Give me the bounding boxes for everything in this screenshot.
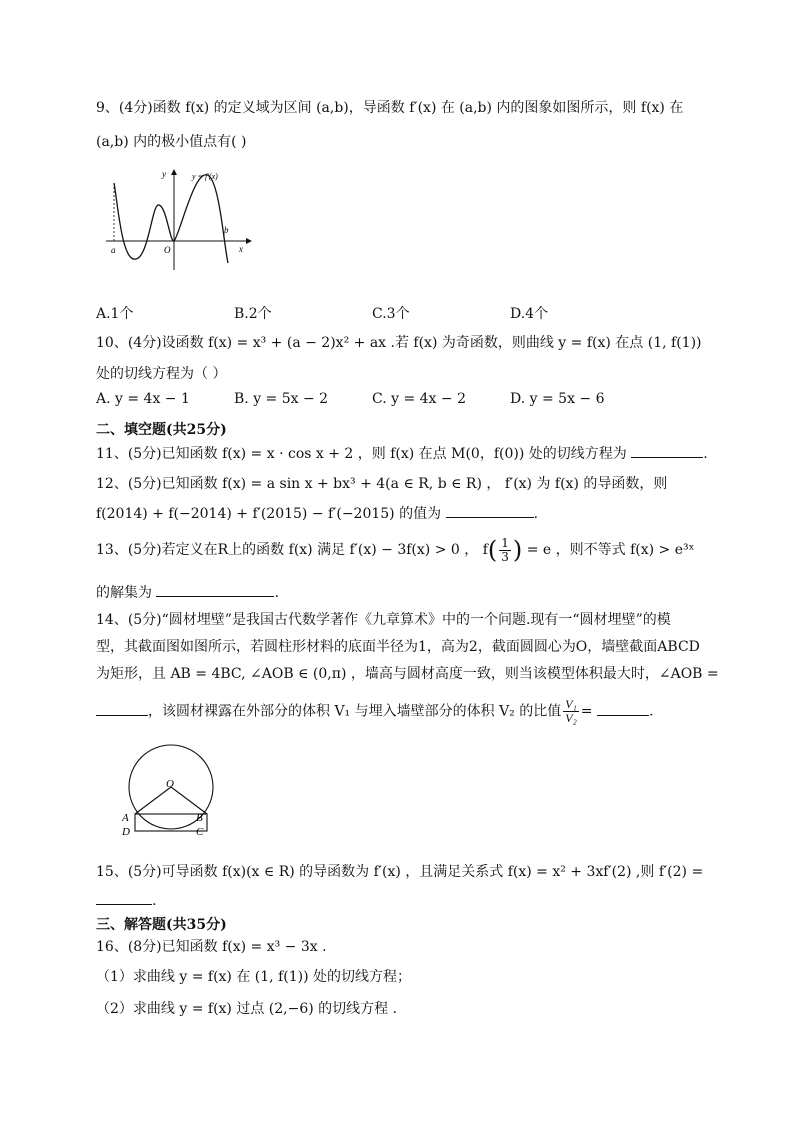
q14-volume-fraction [563, 698, 579, 725]
q14-label-a: A [122, 812, 129, 824]
q14-label-o: O [166, 778, 174, 790]
q14-line4b: = [580, 703, 593, 720]
q13-fraction [499, 537, 511, 564]
q13-pre: 13、(5分)若定义在R上的函数 f(x) 满足 f′(x) − 3f(x) > 0 ， f [96, 542, 488, 558]
q14-label-b: B [196, 812, 203, 824]
q9-choice-d: D.4个 [510, 306, 549, 322]
q14-angle-answer-blank[interactable] [96, 701, 148, 716]
q10-choice-b: B. y = 5x − 2 [234, 391, 329, 407]
section-fill-in-heading: 二、填空题(共25分) [96, 422, 227, 438]
q9-line2: (a,b) 内的极小值点有( ) [96, 134, 247, 150]
q16-line1: 16、(8分)已知函数 f(x) = x³ − 3x . [96, 939, 327, 955]
q10-choice-a: A. y = 4x − 1 [96, 391, 190, 407]
q13-line2: 的解集为 . [96, 582, 279, 602]
q14-line3: 为矩形，且 AB = 4BC, ∠AOB ∈ (0,π) ，墙高与圆材高度一致，则当该模型体积最大时，∠AOB = [96, 666, 719, 682]
q13-frac-num: 1 [501, 535, 509, 550]
q14-line1: 14、(5分)“圆材埋壁”是我国古代数学著作《九章算术》中的一个问题.现有一“圆材埋壁”的模 [96, 612, 671, 628]
q9-line1: 9、(4分)函数 f(x) 的定义域为区间 (a,b)，导函数 f′(x) 在 (a,b) 内的图象如图所示，则 f(x) 在 [96, 100, 684, 116]
q9-choice-a: A.1个 [96, 306, 134, 322]
q13-line1: 13、(5分)若定义在R上的函数 f(x) 满足 f′(x) − 3f(x) > 0 ， f( $\frac{1}{3}$ ) = e ，则不等式 f(x) > e³ˣ [96, 535, 695, 564]
q11-text: 11、(5分)已知函数 f(x) = x · cos x + 2 ，则 f(x) 在点 M(0，f(0)) 处的切线方程为 [96, 446, 627, 462]
q13-post: = e ，则不等式 f(x) > e³ˣ [526, 542, 695, 558]
q15-line2: . [96, 890, 156, 909]
section-solutions-heading: 三、解答题(共35分) [96, 917, 227, 933]
q16-sub1: （1）求曲线 y = f(x) 在 (1, f(1)) 处的切线方程； [96, 969, 411, 985]
q14-line2: 型，其截面图如图所示，若圆柱形材料的底面半径为1，高为2，截面圆圆心为O，墙壁截面ABCD [96, 639, 700, 655]
q14-cylinder-wall-figure [114, 742, 218, 842]
q13-frac-den: 3 [501, 549, 509, 564]
q9-choice-b: B.2个 [234, 306, 272, 322]
q12-line2: f(2014) + f(−2014) + f′(2015) − f′(−2015) 的值为 . [96, 503, 538, 523]
q15-answer-blank[interactable] [96, 890, 152, 905]
q9-graph-o-label: O [164, 245, 171, 255]
q12-line1: 12、(5分)已知函数 f(x) = a sin x + bx³ + 4(a ∈ R, b ∈ R) ， f′(x) 为 f(x) 的导函数，则 [96, 476, 668, 492]
q11-line: 11、(5分)已知函数 f(x) = x · cos x + 2 ，则 f(x) 在点 M(0，f(0)) 处的切线方程为 . [96, 443, 708, 463]
q12-text: f(2014) + f(−2014) + f′(2015) − f′(−2015) 的值为 [96, 506, 442, 522]
q14-ratio-answer-blank[interactable] [597, 701, 649, 716]
q9-graph-b-label: b [224, 225, 229, 235]
q13-answer-blank[interactable] [156, 582, 274, 597]
q10-choice-d: D. y = 5x − 6 [510, 391, 605, 407]
q14-line4a: ，该圆材裸露在外部分的体积 V₁ 与埋入墙壁部分的体积 V₂ 的比值 [148, 703, 562, 720]
q13-text: 的解集为 [96, 585, 152, 601]
q14-label-d: D [122, 826, 130, 838]
q10-choice-c: C. y = 4x − 2 [372, 391, 466, 407]
q14-frac-num: V₁ [565, 697, 577, 711]
q9-graph-y-label: y [162, 169, 166, 179]
q10-line1: 10、(4分)设函数 f(x) = x³ + (a − 2)x² + ax .若 f(x) 为奇函数，则曲线 y = f(x) 在点 (1, f(1)) [96, 335, 702, 351]
q14-line4: ，该圆材裸露在外部分的体积 V₁ 与埋入墙壁部分的体积 V₂ 的比值 $\frac{\text{V₁}}{\text{V₂}}$ = . [96, 698, 653, 725]
q15-line1: 15、(5分)可导函数 f(x)(x ∈ R) 的导函数为 f′(x) ，且满足关系式 f(x) = x² + 3xf′(2) ,则 f′(2) = [96, 864, 704, 880]
q12-answer-blank[interactable] [446, 503, 534, 518]
q9-choice-c: C.3个 [372, 306, 410, 322]
q9-graph-a-label: a [111, 245, 116, 255]
q14-label-c: C [196, 826, 204, 838]
q9-graph-curve-label: y = f′(x) [192, 172, 218, 181]
q9-derivative-graph [100, 165, 260, 270]
q11-answer-blank[interactable] [631, 443, 703, 458]
q10-line2: 处的切线方程为（ ） [96, 366, 227, 382]
q14-frac-den: V₂ [565, 711, 577, 725]
q16-sub2: （2）求曲线 y = f(x) 过点 (2,−6) 的切线方程 . [96, 1001, 398, 1017]
q9-graph-x-label: x [239, 244, 243, 254]
